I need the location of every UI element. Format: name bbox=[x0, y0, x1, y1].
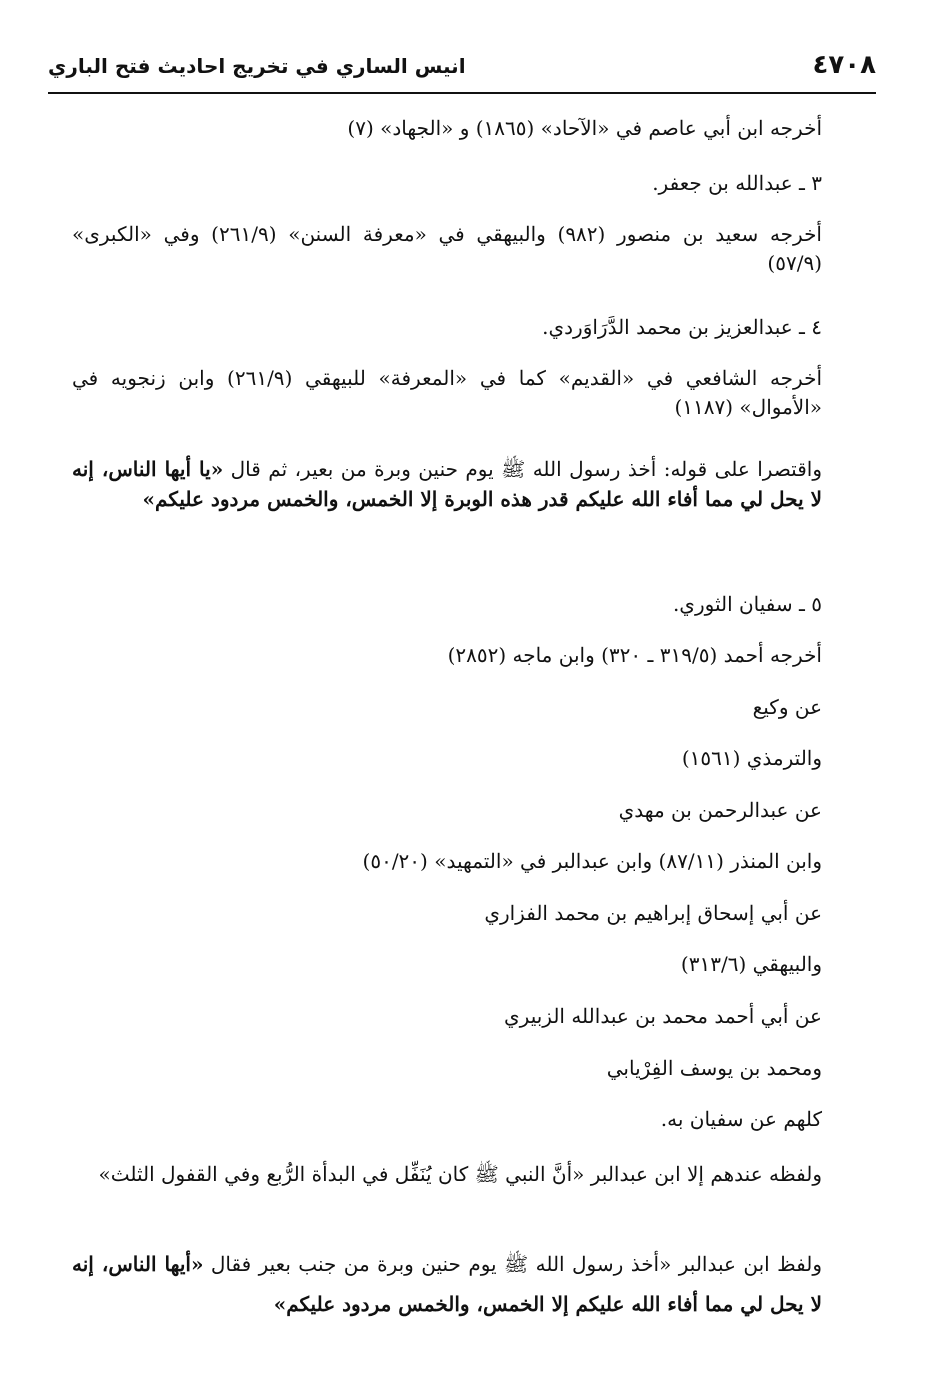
section-heading bbox=[72, 169, 822, 198]
running-title: انيس الساري في تخريج احاديث فتح الباري bbox=[48, 54, 466, 78]
paragraph bbox=[72, 899, 822, 928]
paragraph bbox=[72, 744, 822, 773]
paragraph bbox=[72, 1002, 822, 1031]
paragraph bbox=[72, 796, 822, 825]
paragraph-text: عن أبي أحمد محمد بن عبدالله الزبيري bbox=[504, 1004, 822, 1028]
paragraph-text: والترمذي (١٥٦١) bbox=[681, 746, 822, 770]
paragraph bbox=[72, 693, 822, 722]
hadith-quote: «يا أيها الناس، إنه لا يحل لي مما أفاء الله عليكم قدر هذه الوبرة إلا الخمس، والخمس مردود عليكم» bbox=[72, 457, 822, 511]
paragraph bbox=[72, 114, 822, 143]
paragraph bbox=[72, 1054, 822, 1083]
paragraph-text: عن وكيع bbox=[752, 695, 822, 719]
paragraph-text: ومحمد بن يوسف الفِرْيابي bbox=[606, 1056, 822, 1080]
paragraph bbox=[72, 454, 822, 514]
paragraph-text: أخرجه الشافعي في «القديم» كما في «المعرفة» للبيهقي (٢٦١/٩) وابن زنجويه في «الأموال» (١١٨٧) bbox=[72, 366, 822, 419]
section-heading bbox=[72, 313, 822, 342]
paragraph bbox=[72, 641, 822, 670]
paragraph-text: عن أبي إسحاق إبراهيم بن محمد الفزاري bbox=[484, 901, 822, 925]
paragraph-text: ٣ ـ عبدالله بن جعفر. bbox=[652, 171, 822, 195]
paragraph bbox=[72, 1244, 822, 1324]
paragraph-text: ٤ ـ عبدالعزيز بن محمد الدَّرَاوَردي. bbox=[542, 315, 822, 339]
paragraph bbox=[72, 847, 822, 876]
paragraph-text: والبيهقي (٣١٣/٦) bbox=[680, 952, 822, 976]
paragraph bbox=[72, 950, 822, 979]
paragraph-text: واقتصرا على قوله: أخذ رسول الله ﷺ يوم حنين وبرة من بعير، ثم قال bbox=[223, 457, 822, 481]
paragraph-text: أخرجه سعيد بن منصور (٩٨٢) والبيهقي في «معرفة السنن» (٢٦١/٩) وفي «الكبرى» (٥٧/٩) bbox=[72, 222, 822, 275]
paragraph bbox=[72, 364, 822, 422]
paragraph-text: أخرجه أحمد (٣١٩/٥ ـ ٣٢٠) وابن ماجه (٢٨٥٢) bbox=[447, 643, 822, 667]
paragraph-text: عن عبدالرحمن بن مهدي bbox=[618, 798, 822, 822]
paragraph-text: ولفظه عندهم إلا ابن عبدالبر «أنَّ النبي ﷺ كان يُنَفِّل في البدأة الرُّبع وفي القفول الثلث» bbox=[98, 1162, 822, 1186]
hadith-quote: «أيها الناس، إنه لا يحل لي مما أفاء الله عليكم إلا الخمس، والخمس مردود عليكم» bbox=[72, 1252, 822, 1316]
page-number: ٤٧٠٨ bbox=[812, 50, 876, 80]
paragraph bbox=[72, 1154, 822, 1194]
paragraph bbox=[72, 220, 822, 278]
section-heading bbox=[72, 590, 822, 619]
paragraph-text: ولفظ ابن عبدالبر «أخذ رسول الله ﷺ يوم حنين وبرة من جنب بعير فقال bbox=[203, 1252, 822, 1276]
paragraph-text: كلهم عن سفيان به. bbox=[660, 1107, 822, 1131]
paragraph-text: ٥ ـ سفيان الثوري. bbox=[672, 592, 822, 616]
paragraph-text: أخرجه ابن أبي عاصم في «الآحاد» (١٨٦٥) و «الجهاد» (٧) bbox=[347, 116, 822, 140]
paragraph bbox=[72, 1105, 822, 1134]
paragraph-text: وابن المنذر (٨٧/١١) وابن عبدالبر في «التمهيد» (٥٠/٢٠) bbox=[362, 849, 822, 873]
page-header bbox=[48, 40, 876, 94]
